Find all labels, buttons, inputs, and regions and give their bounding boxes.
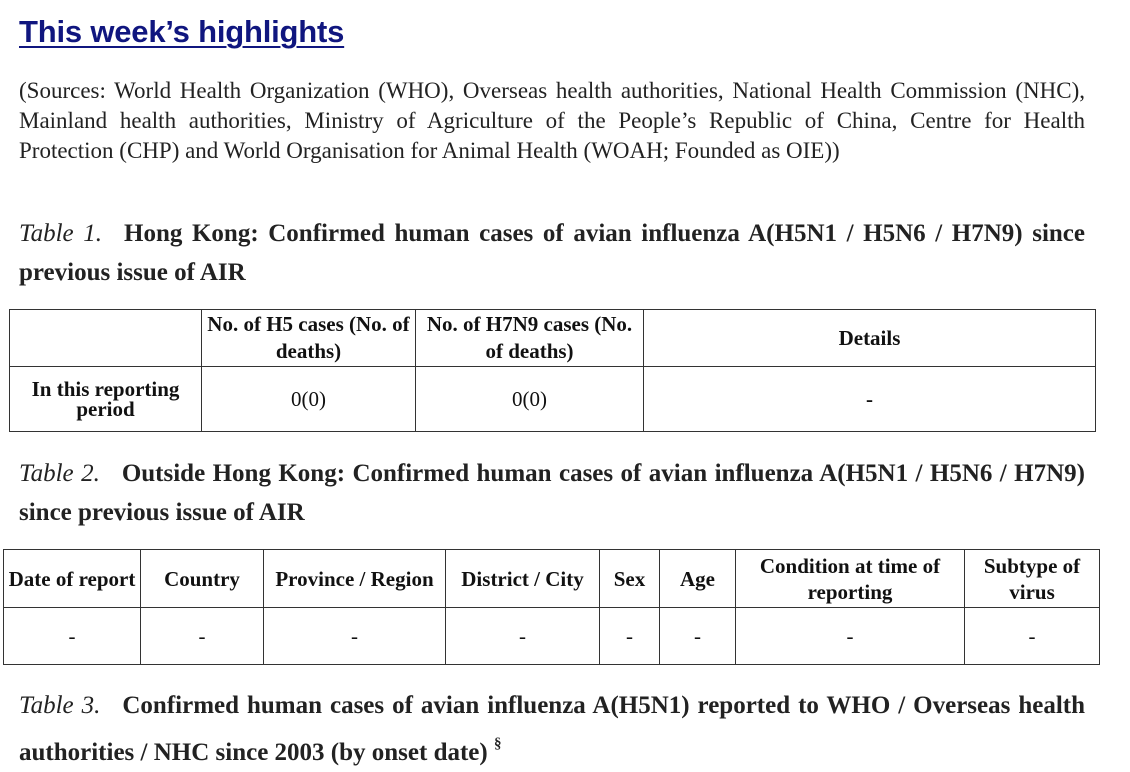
table3-footnote-mark: § <box>493 736 502 752</box>
table2-header-date: Date of report <box>4 550 141 608</box>
table2-header-district: District / City <box>446 550 600 608</box>
table1-cell-h5: 0(0) <box>202 367 416 432</box>
table2-header-condition: Condition at time of reporting <box>736 550 965 608</box>
table2-label: Table 2. <box>19 460 100 487</box>
table2-header-age: Age <box>660 550 736 608</box>
table2-header-row <box>4 550 1100 608</box>
table2-cell-condition: - <box>736 608 965 665</box>
table-row <box>4 608 1100 665</box>
table1-cell-details: - <box>644 367 1096 432</box>
table2-header-subtype: Subtype of virus <box>965 550 1100 608</box>
table-row <box>10 367 1096 432</box>
table1-header-h5: No. of H5 cases (No. of deaths) <box>202 310 416 367</box>
table1-row-label: In this reporting period <box>10 367 202 432</box>
table1-header-blank <box>10 310 202 367</box>
table2-cell-province: - <box>264 608 446 665</box>
table3-label: Table 3. <box>19 692 101 719</box>
sources-note: (Sources: World Health Organization (WHO), Overseas health authorities, National Health Commission (NHC), Mainland health authorities, Ministry of Agriculture of the People’s Republic of China, Centre for Health Protection (CHP) and World Organisation for Animal Health (WOAH; Founded as OIE)) <box>19 78 1085 163</box>
table1-header-row <box>10 310 1096 367</box>
table2-cell-country: - <box>141 608 264 665</box>
table2-header-country: Country <box>141 550 264 608</box>
table1-label: Table 1. <box>19 220 103 247</box>
page-heading: This week’s highlights <box>19 14 345 49</box>
table2-cell-date: - <box>4 608 141 665</box>
table2-header-province: Province / Region <box>264 550 446 608</box>
table2-cell-age: - <box>660 608 736 665</box>
table1-caption-text: Hong Kong: Confirmed human cases of avian influenza A(H5N1 / H5N6 / H7N9) since previous issue of AIR <box>19 220 1085 286</box>
table1-header-details: Details <box>644 310 1096 367</box>
table2-cell-subtype: - <box>965 608 1100 665</box>
table2-cell-sex: - <box>600 608 660 665</box>
table2-caption <box>19 454 1085 532</box>
table2-header-sex: Sex <box>600 550 660 608</box>
table2-caption-text: Outside Hong Kong: Confirmed human cases of avian influenza A(H5N1 / H5N6 / H7N9) since previous issue of AIR <box>19 460 1085 526</box>
table1-cell-h7n9: 0(0) <box>416 367 644 432</box>
table1-hong-kong-cases <box>9 309 1096 432</box>
table1-header-h7n9: No. of H7N9 cases (No. of deaths) <box>416 310 644 367</box>
table2-outside-hong-kong-cases <box>3 549 1100 665</box>
table3-caption <box>19 686 1085 772</box>
table3-caption-text: Confirmed human cases of avian influenza A(H5N1) reported to WHO / Overseas health authorities / NHC since 2003 (by onset date) <box>19 692 1086 766</box>
table1-caption <box>19 214 1085 292</box>
table2-cell-district: - <box>446 608 600 665</box>
